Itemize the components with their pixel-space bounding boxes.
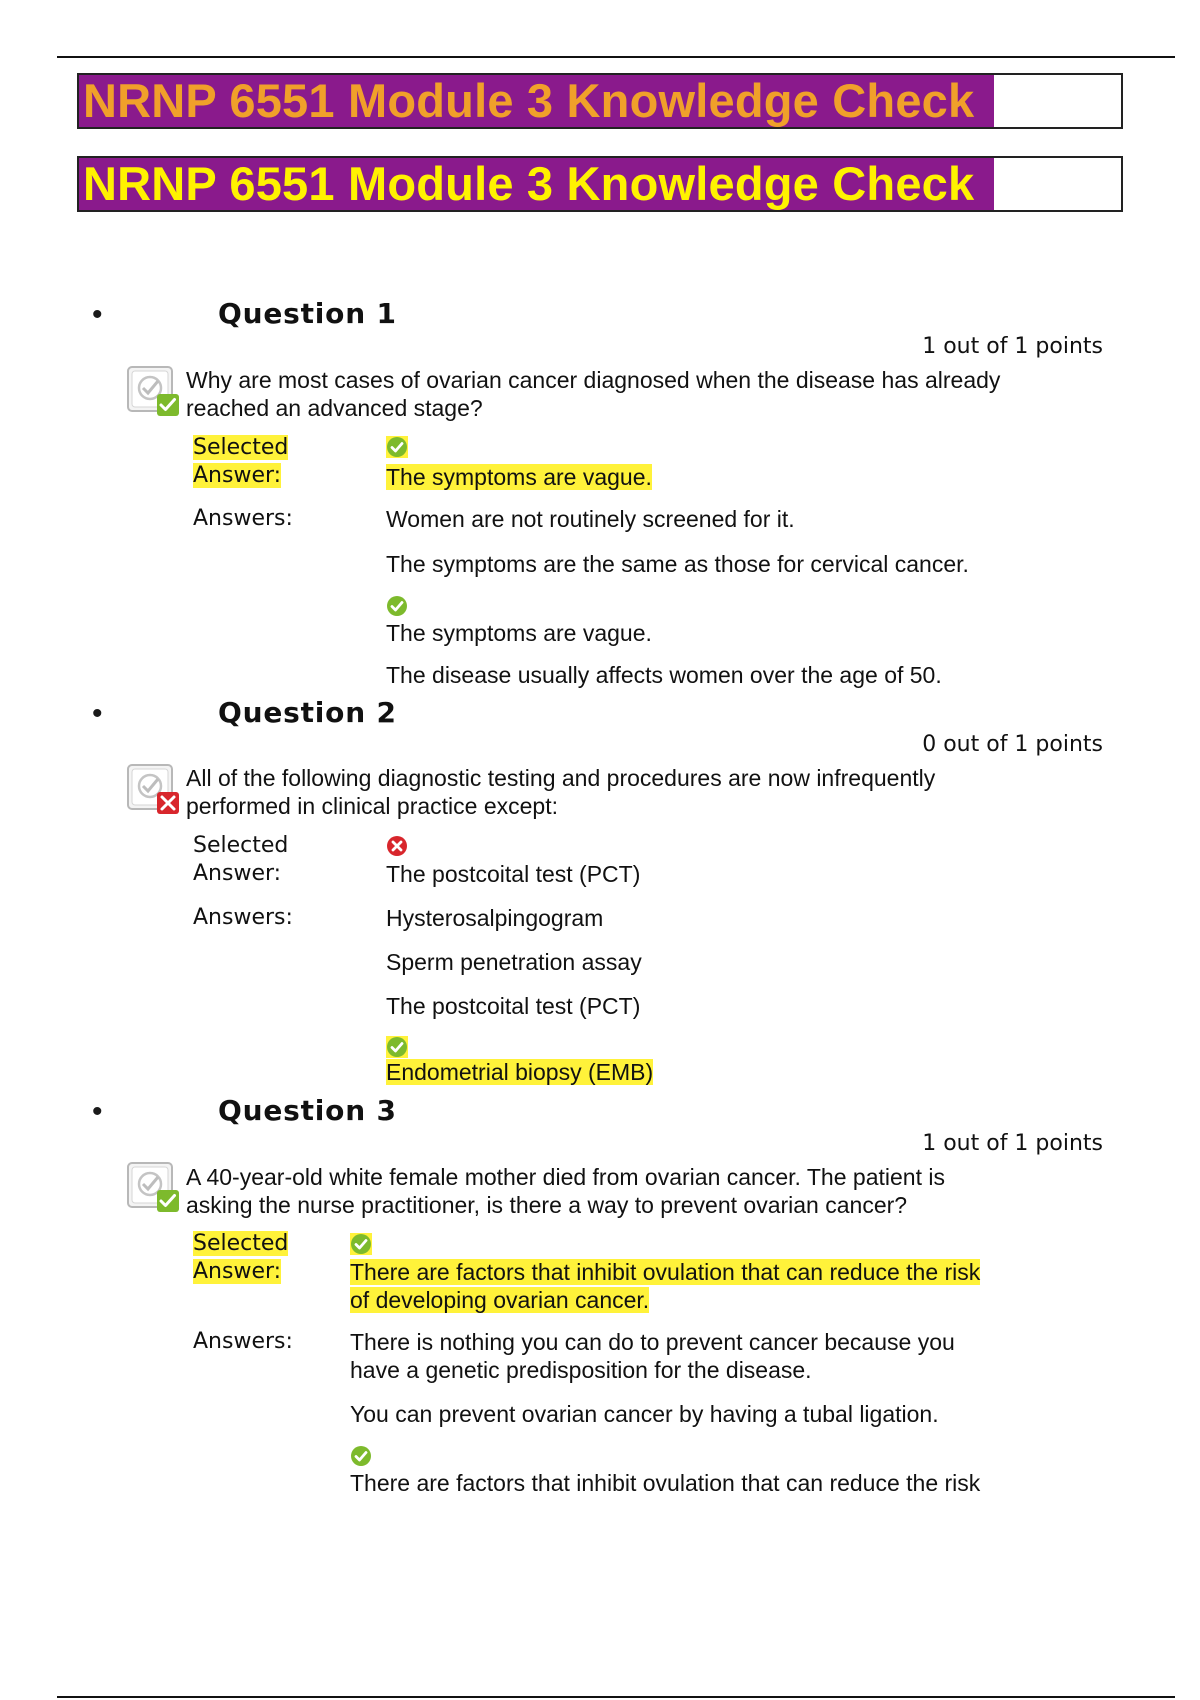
question-3-text-line: asking the nurse practitioner, is there a way to prevent ovarian cancer?: [186, 1192, 908, 1218]
selected-answer-text: There are factors that inhibit ovulation that can reduce the risk: [350, 1259, 981, 1285]
label-line: Answer:: [193, 463, 282, 488]
answer-option-line: have a genetic predisposition for the disease.: [350, 1357, 812, 1383]
label-line: Answer:: [193, 861, 282, 886]
question-2-text: [186, 764, 1066, 820]
question-1-points: 1 out of 1 points: [922, 334, 1103, 359]
answer-option: Hysterosalpingogram: [386, 905, 604, 931]
answers-label: Answers:: [193, 506, 293, 531]
selected-answer-text: of developing ovarian cancer.: [350, 1287, 650, 1313]
label-line: Selected: [193, 435, 289, 460]
question-2-selected-answer: The postcoital test (PCT): [386, 861, 641, 887]
quiz-correct-icon: [126, 1160, 182, 1216]
label-line: Selected: [193, 833, 289, 858]
selected-answer-label: [193, 434, 288, 490]
answer-option: You can prevent ovarian cancer by having a tubal ligation.: [350, 1401, 939, 1427]
check-circle-icon: [386, 1036, 408, 1058]
question-1-selected-answer: [386, 463, 1106, 491]
page-title: NRNP 6551 Module 3 Knowledge Check: [83, 74, 975, 127]
x-circle-icon: [386, 835, 408, 857]
check-circle-icon: [386, 595, 408, 617]
question-1-text-line: reached an advanced stage?: [186, 395, 483, 421]
page-title-repeat: NRNP 6551 Module 3 Knowledge Check: [83, 157, 975, 210]
selected-answer-label: [193, 832, 288, 888]
question-3-selected-answer: [350, 1258, 1050, 1314]
selected-answer-text: The symptoms are vague.: [386, 464, 652, 490]
question-1-title: Question 1: [218, 297, 397, 330]
answer-option-correct: [386, 1058, 1106, 1086]
answer-option: Women are not routinely screened for it.: [386, 506, 795, 532]
bottom-rule: [57, 1696, 1175, 1698]
bullet-icon: •: [92, 298, 103, 331]
bullet-icon: •: [92, 697, 103, 730]
question-2-text-line: All of the following diagnostic testing and procedures are now infrequently: [186, 765, 936, 791]
answer-option-line: There is nothing you can do to prevent cancer because you: [350, 1329, 955, 1355]
question-3-text: [186, 1163, 1066, 1219]
question-2-text-line: performed in clinical practice except:: [186, 793, 558, 819]
check-circle-icon: [386, 436, 408, 458]
question-2-title: Question 2: [218, 696, 397, 729]
answer-option: The disease usually affects women over the age of 50.: [386, 662, 942, 688]
top-rule: [57, 56, 1175, 58]
answer-option: The postcoital test (PCT): [386, 993, 641, 1019]
answer-option: Sperm penetration assay: [386, 949, 642, 975]
question-2-points: 0 out of 1 points: [922, 732, 1103, 757]
check-circle-icon: [350, 1445, 372, 1467]
question-1-text-line: Why are most cases of ovarian cancer diagnosed when the disease has already: [186, 367, 1001, 393]
answer-option-correct: There are factors that inhibit ovulation that can reduce the risk: [350, 1470, 981, 1496]
question-1-text: [186, 366, 1066, 422]
answers-label: Answers:: [193, 905, 293, 930]
selected-answer-label: [193, 1230, 288, 1286]
label-line: Selected: [193, 1231, 289, 1256]
answers-label: Answers:: [193, 1329, 293, 1354]
bullet-icon: •: [92, 1095, 103, 1128]
question-3-text-line: A 40-year-old white female mother died from ovarian cancer. The patient is: [186, 1164, 945, 1190]
answer-option: [350, 1328, 1050, 1384]
quiz-incorrect-icon: [126, 762, 182, 818]
check-circle-icon: [350, 1233, 372, 1255]
question-3-title: Question 3: [218, 1094, 397, 1127]
answer-option-correct: The symptoms are vague.: [386, 620, 652, 646]
title-banner-yellow: [77, 156, 1123, 212]
label-line: Answer:: [193, 1259, 282, 1284]
question-3-points: 1 out of 1 points: [922, 1131, 1103, 1156]
answer-option: The symptoms are the same as those for cervical cancer.: [386, 551, 969, 577]
quiz-correct-icon: [126, 364, 182, 420]
correct-answer-text: Endometrial biopsy (EMB): [386, 1059, 654, 1085]
title-banner-orange: [77, 73, 1123, 129]
